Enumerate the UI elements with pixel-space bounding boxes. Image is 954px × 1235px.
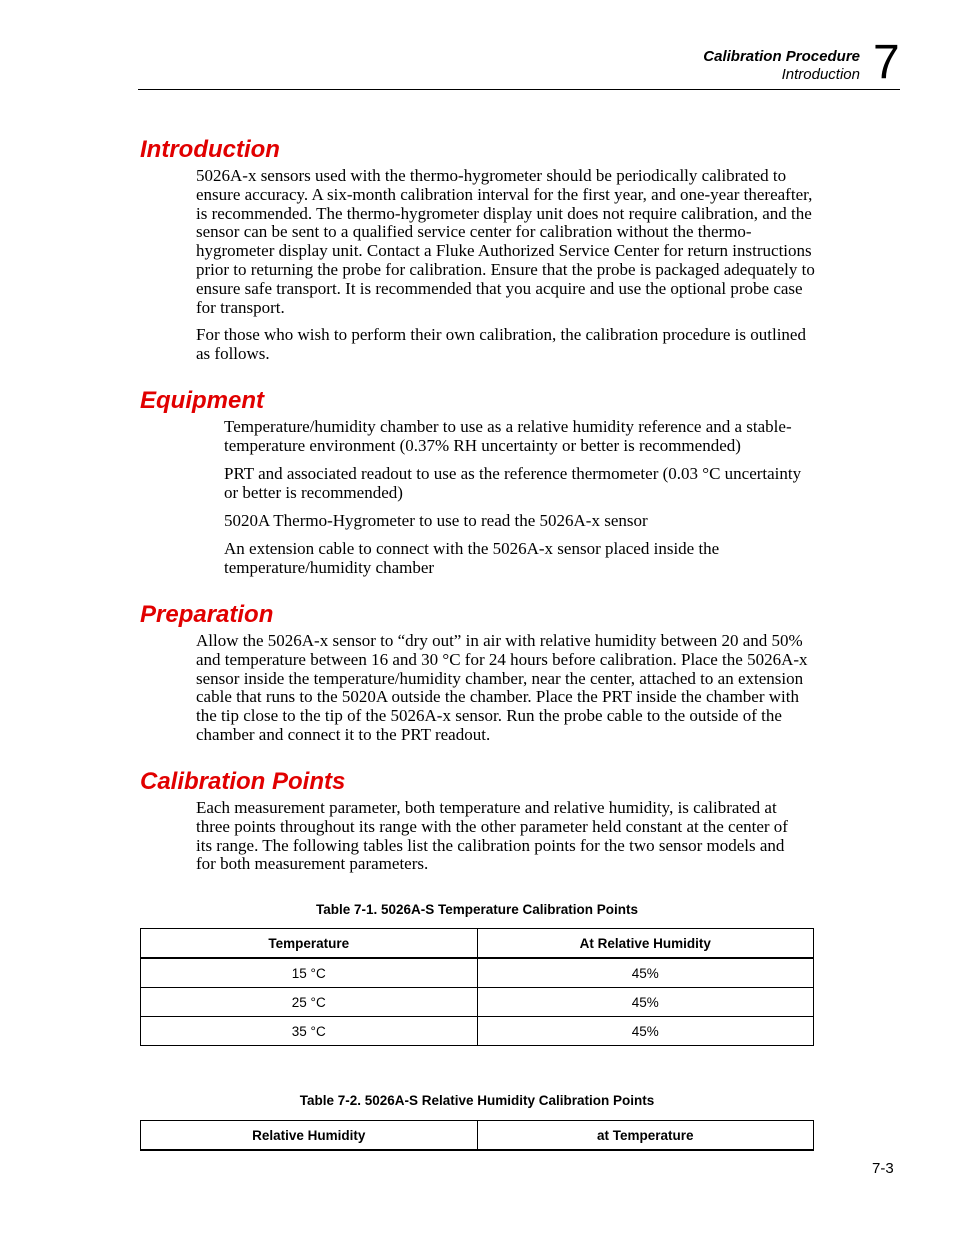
table-2-caption: Table 7-2. 5026A-S Relative Humidity Calibration Points [299, 1093, 655, 1108]
section-name: Introduction [781, 66, 860, 83]
equipment-heading: Equipment [140, 387, 264, 414]
introduction-paragraph-1: 5026A-x sensors used with the thermo-hygrometer should be periodically calibrated to ensure accuracy. A six-month calibration interval for the first year, and one-year thereafter, is recommended. The thermo-hygrometer display unit does not require calibration, and the sensor can be sent to a qualified service center for calibration without the thermo-hygrometer display unit. Contact a Fluke Authorized Service Center for return instructions prior to returning the probe for calibration. Ensure that the probe is packaged adequately to ensure safe transport. It is recommended that you acquire and use the optional probe case for transport. [196, 166, 815, 317]
table-row [141, 988, 814, 1017]
chapter-number: 7 [873, 36, 900, 89]
humidity-calibration-table [140, 1120, 814, 1151]
page-number: 7-3 [872, 1160, 894, 1177]
preparation-paragraph: Allow the 5026A-x sensor to “dry out” in air with relative humidity between 20 and 50% and temperature between 16 and 30 °C for 24 hours before calibration. Place the 5026A-x sensor inside the temperature/humidity chamber, near the center, attached to an extension cable that runs to the 5020A outside the chamber. Place the PRT inside the chamber with the tip close to the tip of the 5026A-x sensor. Run the probe cable to the outside of the chamber and connect it to the PRT readout. [196, 631, 808, 744]
table-row [141, 1017, 814, 1046]
introduction-paragraph-2: For those who wish to perform their own calibration, the calibration procedure is outlined as follows. [196, 325, 806, 363]
equipment-item: An extension cable to connect with the 5026A-x sensor placed inside the temperature/humidity chamber [224, 539, 720, 577]
table-header-row [141, 1121, 814, 1151]
header-rule [138, 89, 900, 90]
calibration-points-paragraph: Each measurement parameter, both temperature and relative humidity, is calibrated at three points throughout its range with the other parameter held constant at the center of its range. The following tables list the calibration points for the two sensor models and for both measurement parameters. [196, 798, 788, 874]
calibration-points-heading: Calibration Points [140, 768, 346, 795]
table-cell: 45% [477, 1017, 814, 1046]
column-header: at Temperature [477, 1121, 814, 1151]
column-header: Temperature [141, 929, 478, 959]
table-cell: 25 °C [141, 988, 478, 1017]
temperature-calibration-table [140, 928, 814, 1046]
table-cell: 45% [477, 958, 814, 988]
table-cell: 45% [477, 988, 814, 1017]
introduction-heading: Introduction [140, 136, 280, 163]
table-row [141, 958, 814, 988]
table-1-caption: Table 7-1. 5026A-S Temperature Calibration Points [315, 902, 639, 917]
preparation-heading: Preparation [140, 601, 274, 628]
table-cell: 15 °C [141, 958, 478, 988]
column-header: At Relative Humidity [477, 929, 814, 959]
table-header-row [141, 929, 814, 959]
equipment-item: 5020A Thermo-Hygrometer to use to read the 5026A-x sensor [224, 511, 648, 530]
column-header: Relative Humidity [141, 1121, 478, 1151]
table-cell: 35 °C [141, 1017, 478, 1046]
equipment-item: PRT and associated readout to use as the reference thermometer (0.03 °C uncertainty or better is recommended) [224, 464, 802, 502]
chapter-title: Calibration Procedure [703, 48, 860, 65]
equipment-item: Temperature/humidity chamber to use as a relative humidity reference and a stable-temperature environment (0.37% RH uncertainty or better is recommended) [224, 417, 792, 455]
